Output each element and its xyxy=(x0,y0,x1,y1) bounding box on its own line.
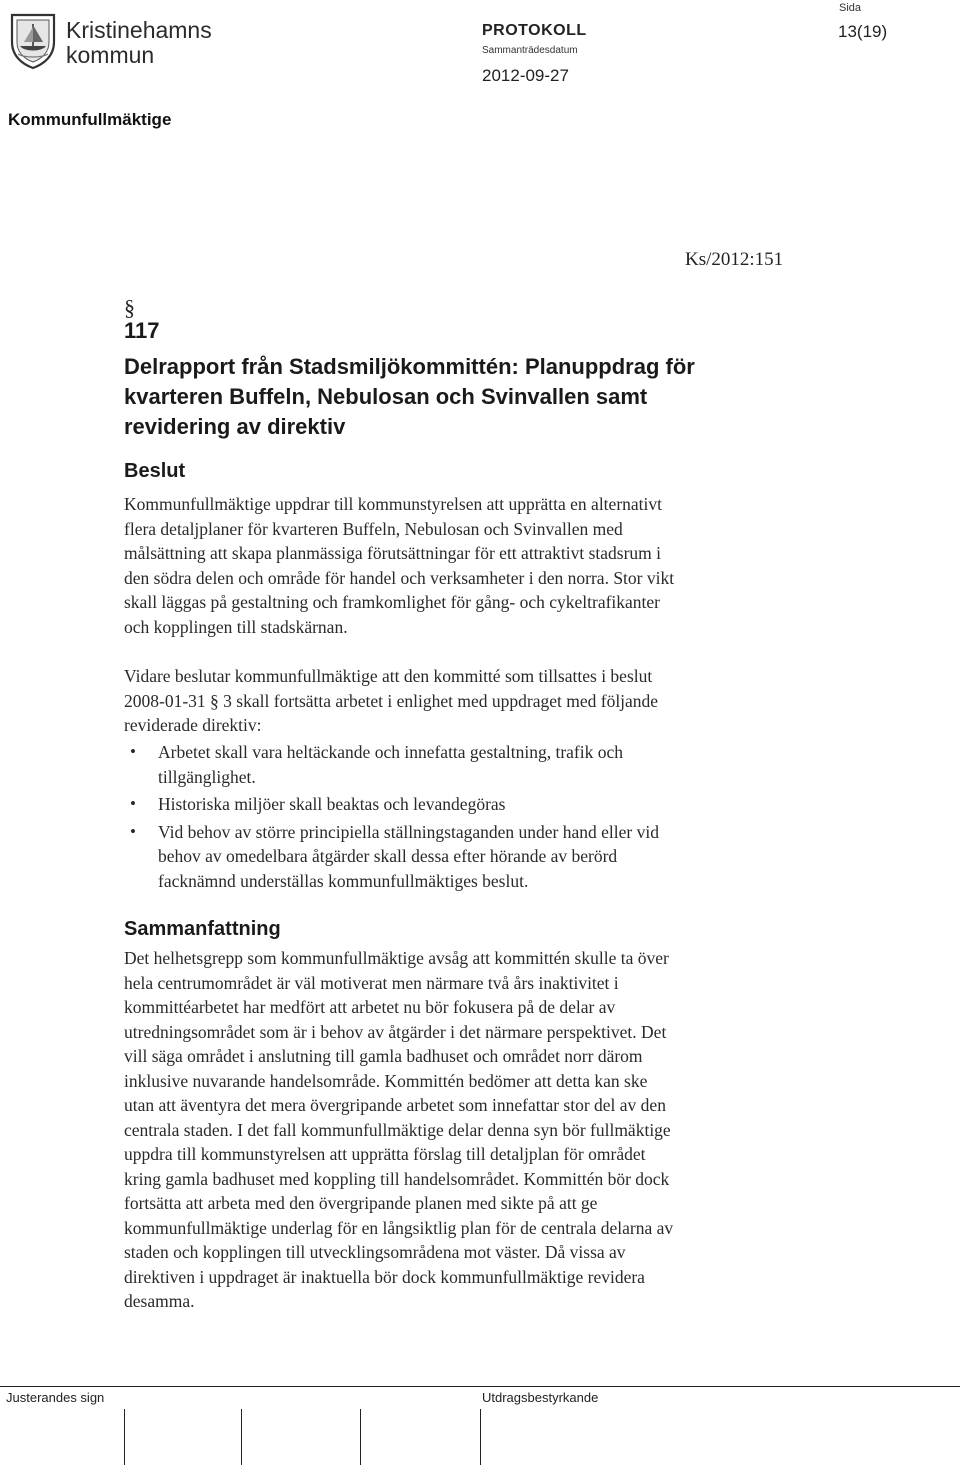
text-line: målsättning att skapa planmässiga förutsättningar för ett attraktivt stadsrum i xyxy=(124,543,662,563)
text-line: uppdra till kommunstyrelsen att upprätta förslag till detaljplan för området xyxy=(124,1144,646,1164)
section-title xyxy=(124,322,824,442)
text-line: 2008-01-31 § 3 skall fortsätta arbetet i enlighet med uppdraget med följande xyxy=(124,690,659,711)
text-line: kring gamla badhuset med koppling till handelsområdet. Kommittén bör dock xyxy=(124,1168,670,1189)
text-line: reviderade direktiv: xyxy=(124,715,262,735)
summary-heading: Sammanfattning xyxy=(124,918,281,940)
text-line: skall läggas på gestaltning och framkomlighet för gång- och cykeltrafikanter xyxy=(124,592,660,612)
municipality-logo-name xyxy=(66,18,212,68)
section-number: 117 xyxy=(124,318,160,343)
list-item xyxy=(124,820,804,894)
text-line: tillgänglighet. xyxy=(158,766,256,787)
adjuster-signature-label: Justerandes sign xyxy=(6,1390,105,1405)
section-title-line: revidering av direktiv xyxy=(124,414,346,439)
text-line: facknämnd underställas kommunfullmäktiges beslut. xyxy=(158,870,529,891)
text-line: utan att äventyra det mera övergripande arbetet som innefattar stor del av den xyxy=(124,1095,666,1115)
text-line: vill säga området i anslutning till gamla badhuset och området norr därom xyxy=(124,1046,643,1066)
signature-divider xyxy=(360,1409,361,1465)
text-line: inklusive nuvarande handelsområde. Kommittén bedömer att detta kan ske xyxy=(124,1070,648,1091)
text-line: behov av omedelbara åtgärder skall dessa efter hörande av berörd xyxy=(158,846,618,866)
text-line: fortsätta att arbeta med den övergripande planen med sikte på att ge xyxy=(124,1193,598,1213)
text-line: kommunfullmäktige underlag för en långsiktlig plan för de centrala delarna av xyxy=(124,1217,674,1238)
list-item xyxy=(124,792,804,817)
signature-divider xyxy=(241,1409,242,1465)
text-line: desamma. xyxy=(124,1291,195,1311)
municipality-name-line2: kommun xyxy=(66,42,155,68)
directive-list xyxy=(124,740,804,896)
text-line: kommittéarbetet har medfört att arbetet nu bör fokusera på de delar av xyxy=(124,997,616,1017)
municipal-coat-of-arms-logo xyxy=(8,12,58,70)
text-line: Det helhetsgrepp som kommunfullmäktige avsåg att kommittén skulle ta över xyxy=(124,948,669,968)
municipality-name-line1: Kristinehamns xyxy=(66,17,212,43)
section-title-line: Delrapport från Stadsmiljökommittén: Planuppdrag för xyxy=(124,354,695,379)
signature-divider xyxy=(480,1409,481,1465)
signature-divider xyxy=(124,1409,125,1465)
summary-paragraph xyxy=(124,946,804,1314)
decision-paragraph-2 xyxy=(124,664,804,738)
decision-body-name: Kommunfullmäktige xyxy=(8,110,172,129)
text-line: • Vid behov av större principiella ställningstaganden under hand eller vid xyxy=(158,821,659,842)
text-line: direktiven i uppdraget är inaktuella bör dock kommunfullmäktige revidera xyxy=(124,1266,645,1287)
text-line: centrala staden. I det fall kommunfullmäktige delar denna syn bör fullmäktige xyxy=(124,1119,671,1140)
text-line: och kopplingen till stadskärnan. xyxy=(124,616,348,637)
text-line: staden och kopplingen till utvecklingsområdena mot väster. Då vissa av xyxy=(124,1242,626,1262)
page-number: 13(19) xyxy=(838,22,888,41)
section-symbol: § xyxy=(124,295,135,320)
text-line: • Historiska miljöer skall beaktas och levandegöras xyxy=(158,794,506,814)
text-line: den södra delen och område för handel och verksamheter i den norra. Stor vikt xyxy=(124,567,675,588)
extract-certification-label: Utdragsbestyrkande xyxy=(482,1390,599,1405)
list-item xyxy=(124,740,804,789)
meeting-date-label: Sammanträdesdatum xyxy=(482,45,578,56)
text-line: flera detaljplaner för kvarteren Buffeln, Nebulosan och Svinvallen med xyxy=(124,518,623,539)
text-line: utredningsområdet som är i behov av åtgärder i det närmare perspektivet. Det xyxy=(124,1021,667,1042)
decision-paragraph-1 xyxy=(124,492,804,639)
page-label: Sida xyxy=(839,2,862,14)
text-line: Vidare beslutar kommunfullmäktige att den kommitté som tillsattes i beslut xyxy=(124,666,653,686)
text-line: hela centrumområdet är väl motiverat men närmare två års inaktivitet i xyxy=(124,972,619,993)
text-line: • Arbetet skall vara heltäckande och innefatta gestaltning, trafik och xyxy=(158,742,624,762)
case-number: Ks/2012:151 xyxy=(685,249,784,270)
section-title-line: kvarteren Buffeln, Nebulosan och Svinvallen samt xyxy=(124,384,648,409)
decision-heading: Beslut xyxy=(124,460,186,482)
meeting-date: 2012-09-27 xyxy=(482,66,569,85)
document-type: PROTOKOLL xyxy=(482,22,587,39)
text-line: Kommunfullmäktige uppdrar till kommunstyrelsen att upprätta en alternativt xyxy=(124,494,662,514)
